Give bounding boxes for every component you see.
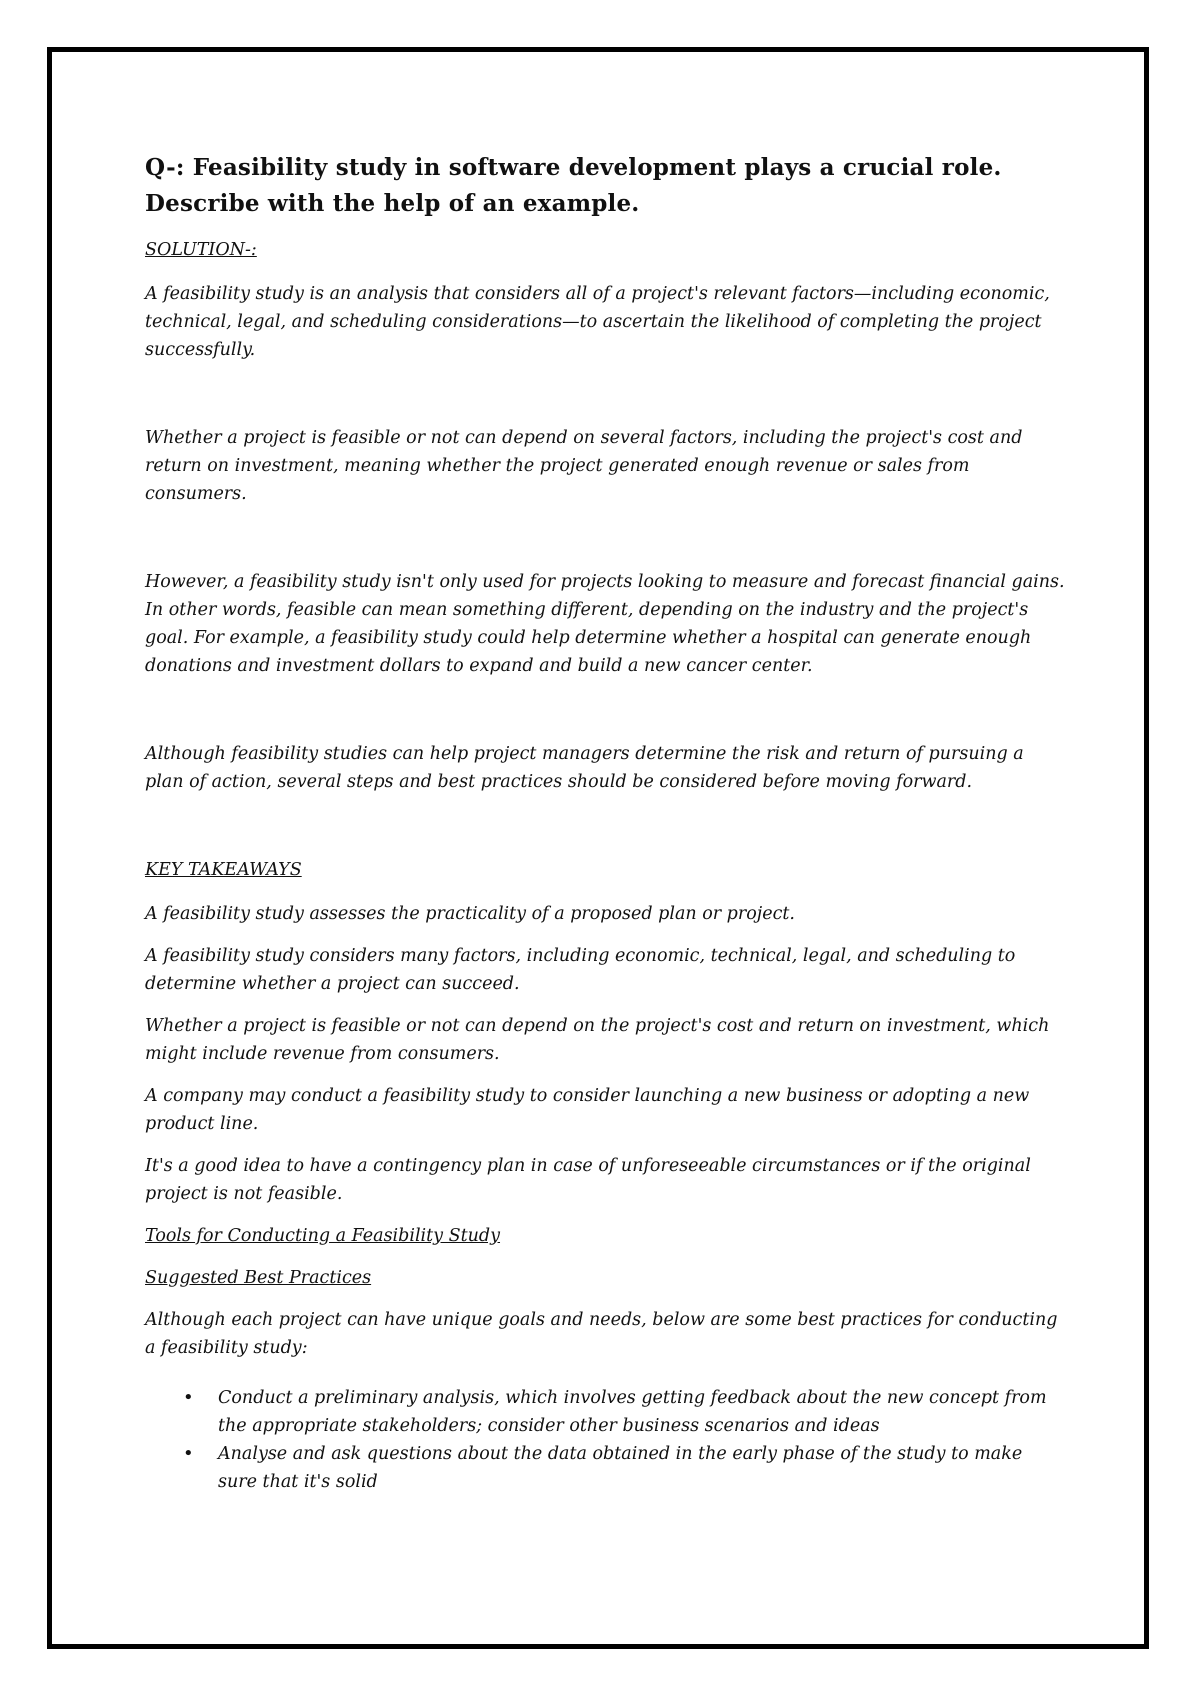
key-takeaways-heading: KEY TAKEAWAYS	[145, 860, 302, 880]
list-item	[145, 1384, 1065, 1440]
tools-heading: Tools for Conducting a Feasibility Study	[145, 1226, 501, 1246]
paragraph-3: However, a feasibility study isn't only used for projects looking to measure and forecast financial gains. In other words, feasible can mean something different, depending on the industry and the project's goal. For example, a feasibility study could help determine whether a hospital can generate enough donations and investment dollars to expand and build a new cancer center.	[145, 572, 1065, 676]
takeaway-1: A feasibility study assesses the practicality of a proposed plan or project.	[145, 904, 795, 924]
list-item	[145, 1440, 1065, 1496]
question-heading: Q-: Feasibility study in software development plays a crucial role. Describe with the help of an example.	[145, 154, 1002, 217]
takeaway-2: A feasibility study considers many factors, including economic, technical, legal, and scheduling to determine whether a project can succeed.	[145, 946, 1016, 994]
paragraph-4: Although feasibility studies can help project managers determine the risk and return of pursuing a plan of action, several steps and best practices should be considered before moving forward.	[145, 744, 1024, 792]
list-item-text: Analyse and ask questions about the data obtained in the early phase of the study to make sure that it's solid	[218, 1444, 1023, 1492]
takeaway-5: It's a good idea to have a contingency plan in case of unforeseeable circumstances or if the original project is not feasible.	[145, 1156, 1031, 1204]
takeaway-4: A company may conduct a feasibility study to consider launching a new business or adopting a new product line.	[145, 1086, 1030, 1134]
best-practices-list	[145, 1384, 1065, 1496]
bullet-icon: •	[183, 1387, 194, 1408]
paragraph-1: A feasibility study is an analysis that considers all of a project's relevant factors—including economic, technical, legal, and scheduling considerations—to ascertain the likelihood of completing the project successfully.	[145, 284, 1050, 360]
best-practices-intro: Although each project can have unique goals and needs, below are some best practices for conducting a feasibility study:	[145, 1310, 1058, 1358]
list-item-text: Conduct a preliminary analysis, which involves getting feedback about the new concept from the appropriate stakeholders; consider other business scenarios and ideas	[218, 1388, 1047, 1436]
bullet-icon: •	[183, 1443, 194, 1464]
document-body	[145, 150, 1065, 1496]
best-practices-heading: Suggested Best Practices	[145, 1268, 372, 1288]
paragraph-2: Whether a project is feasible or not can depend on several factors, including the project's cost and return on investment, meaning whether the project generated enough revenue or sales from consumers.	[145, 428, 1023, 504]
takeaway-3: Whether a project is feasible or not can depend on the project's cost and return on investment, which might include revenue from consumers.	[145, 1016, 1050, 1064]
solution-label: SOLUTION-:	[145, 240, 257, 260]
